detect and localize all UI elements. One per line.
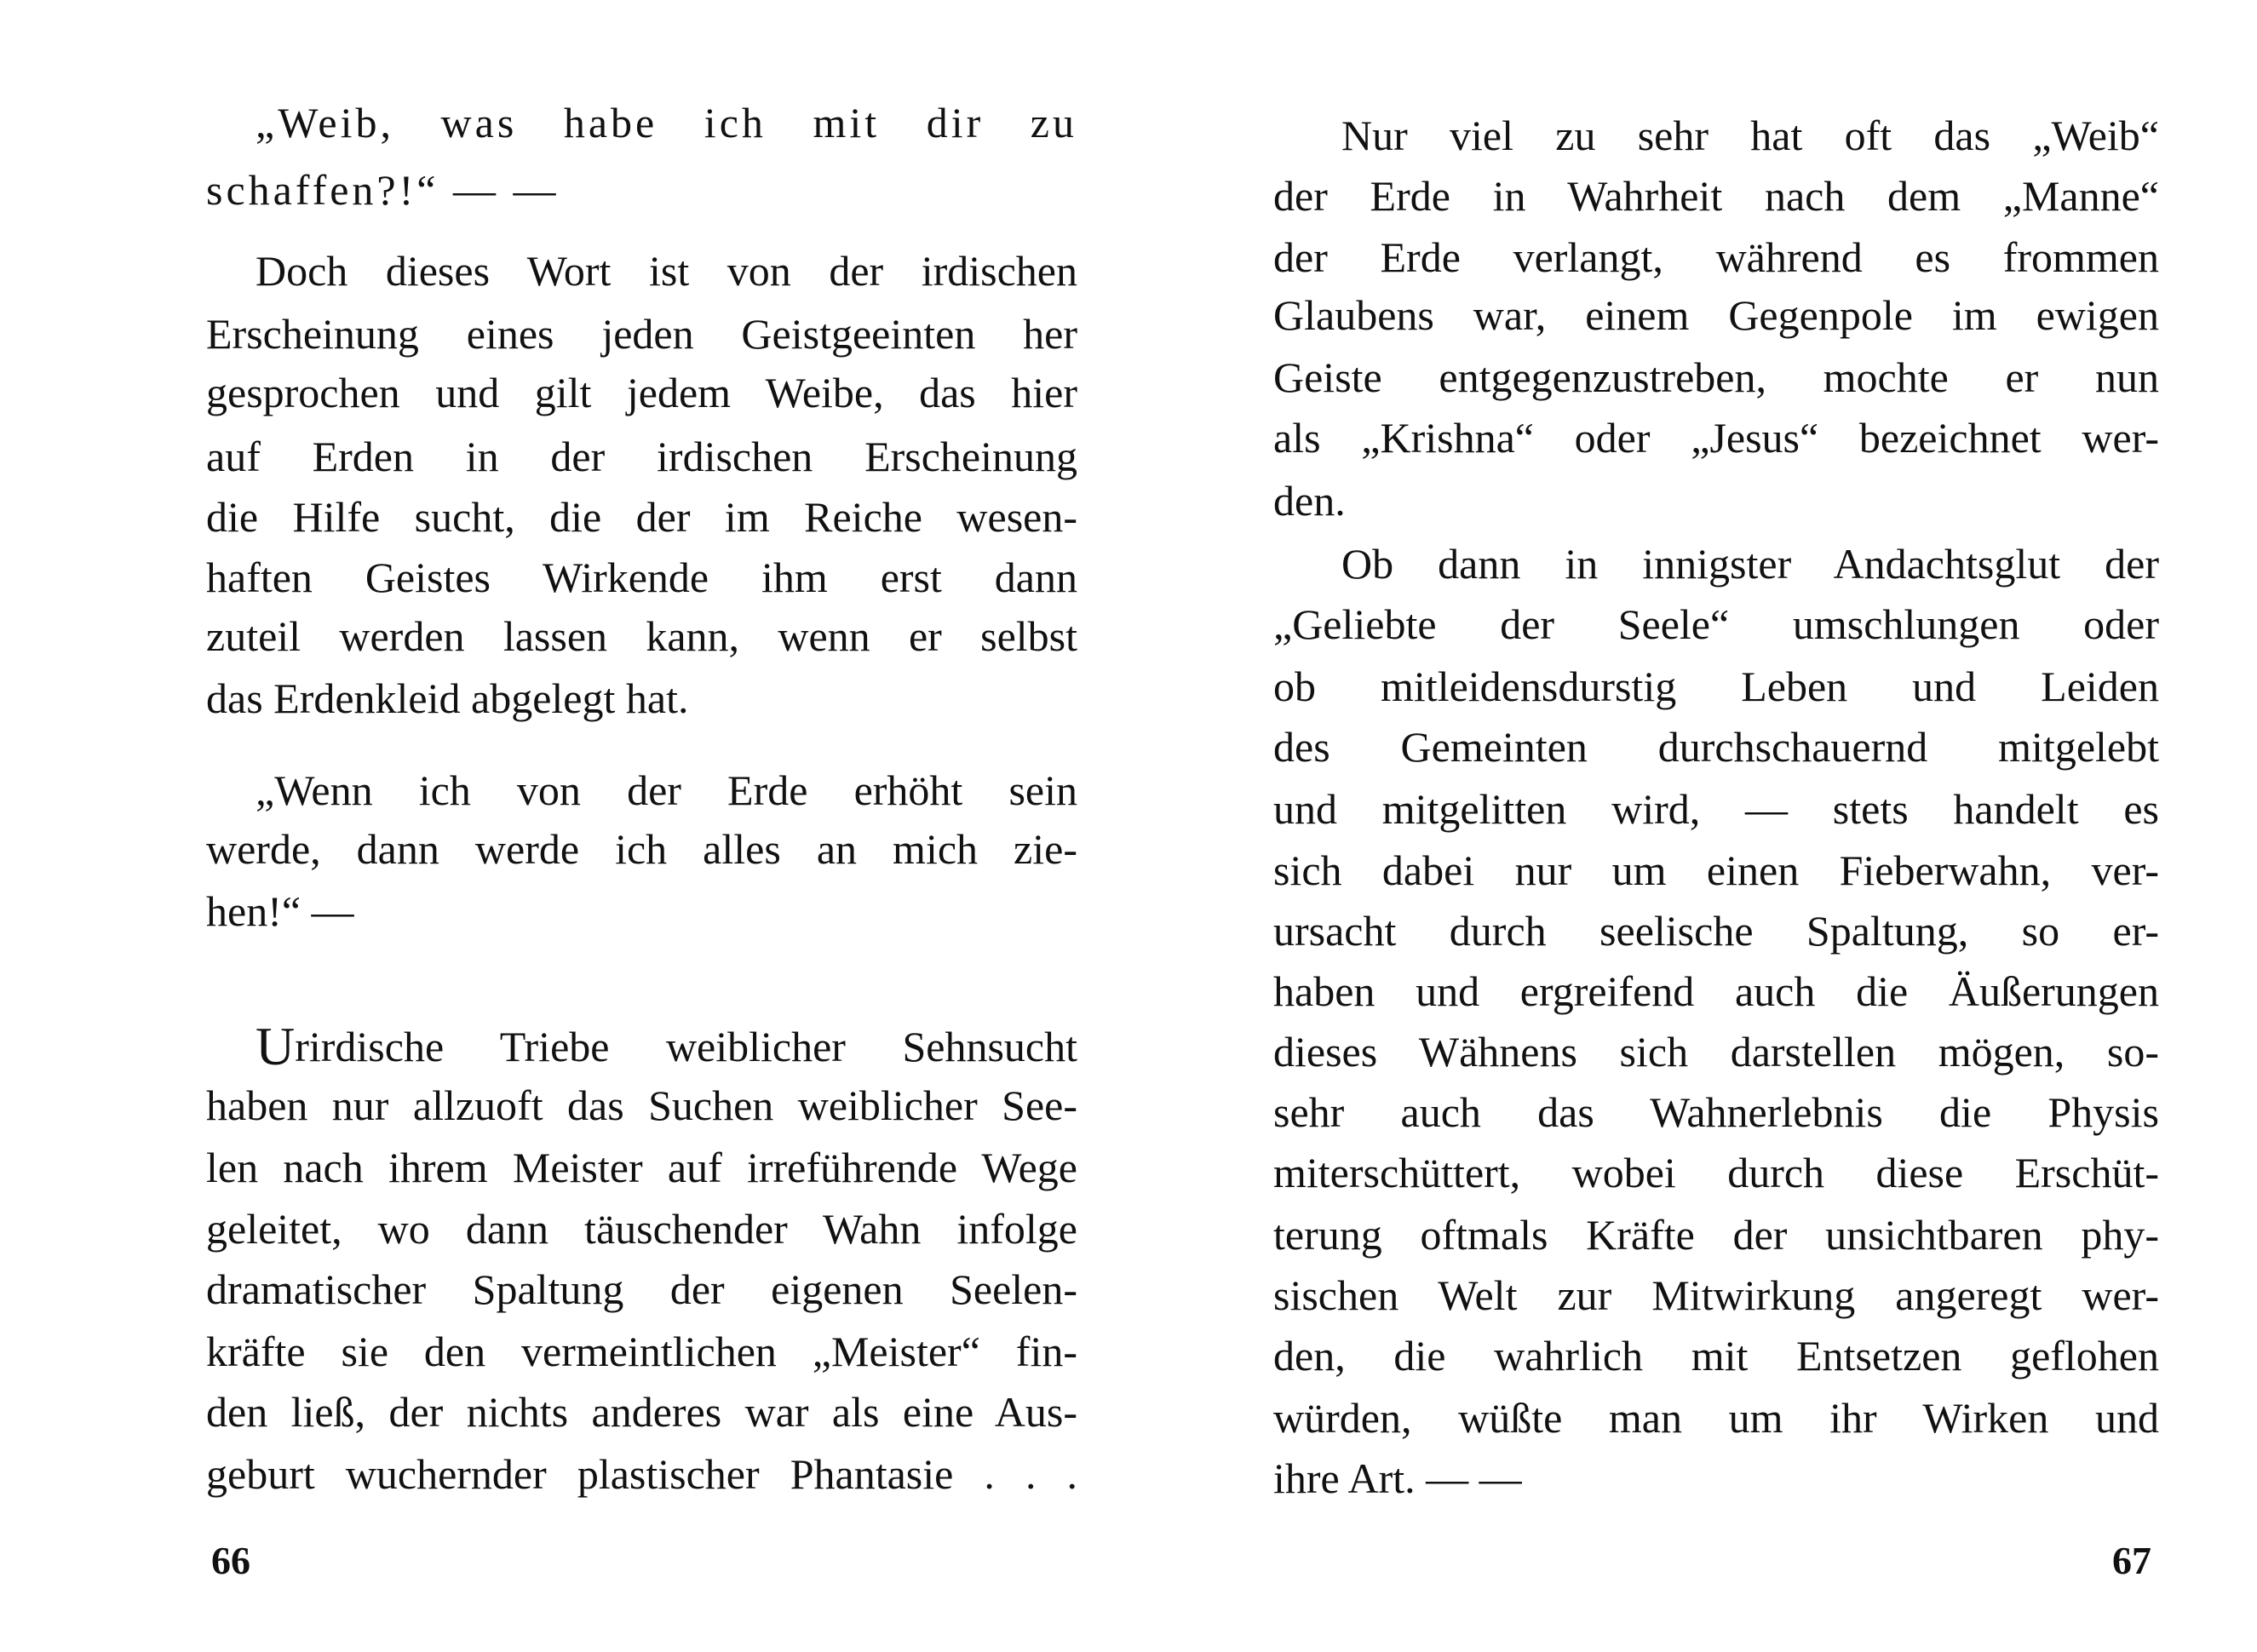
text-line: haben nur allzuoft das Suchen weiblicher See- [206, 1081, 1077, 1129]
text-line: geleitet, wo dann täuschender Wahn infolge [206, 1205, 1077, 1253]
section-first-line [256, 1016, 1077, 1077]
text-line: als „Krishna“ oder „Jesus“ bezeichnet wer- [1273, 414, 2159, 462]
text-line: haften Geistes Wirkende ihm erst dann [206, 554, 1077, 601]
text-line: der Erde in Wahrheit nach dem „Manne“ [1273, 172, 2159, 220]
text-line: Glaubens war, einem Gegenpole im ewigen [1273, 291, 2159, 339]
text-line: miterschüttert, wobei durch diese Erschüt- [1273, 1149, 2159, 1196]
text-line: haben und ergreifend auch die Äußerungen [1273, 967, 2159, 1015]
text-line: auf Erden in der irdischen Erscheinung [206, 433, 1077, 480]
text-line: dieses Wähnens sich darstellen mögen, so- [1273, 1028, 2159, 1076]
left-page [0, 0, 1128, 1652]
page-number: 66 [211, 1539, 250, 1582]
text-line: ob mitleidensdurstig Leben und Leiden [1273, 663, 2159, 710]
text-line: „Weib, was habe ich mit dir zu [256, 99, 1077, 146]
text-line: ihre Art. — — [1273, 1454, 1522, 1502]
text-line: hen!“ — [206, 887, 354, 935]
text-line: der Erde verlangt, während es frommen [1273, 233, 2159, 281]
text-line: des Gemeinten durchschauernd mitgelebt [1273, 723, 2159, 771]
text-line: Erscheinung eines jeden Geistgeeinten her [206, 310, 1077, 358]
text-line: den ließ, der nichts anderes war als eine Aus- [206, 1388, 1077, 1436]
text-line: zuteil werden lassen kann, wenn er selbst [206, 612, 1077, 660]
text-line: Nur viel zu sehr hat oft das „Weib“ [1341, 112, 2159, 159]
initial-letter: U [256, 1016, 296, 1076]
text-line: Geiste entgegenzustreben, mochte er nun [1273, 353, 2159, 401]
right-page [1128, 0, 2257, 1652]
text-line: „Geliebte der Seele“ umschlungen oder [1273, 600, 2159, 648]
text-line: gesprochen und gilt jedem Weibe, das hier [206, 369, 1077, 416]
text-line: Doch dieses Wort ist von der irdischen [256, 247, 1077, 295]
text-line: und mitgelitten wird, — stets handelt es [1273, 785, 2159, 833]
text-line: sehr auch das Wahnerlebnis die Physis [1273, 1088, 2159, 1136]
text-line: len nach ihrem Meister auf irreführende Wege [206, 1144, 1077, 1191]
text-line: das Erdenkleid abgelegt hat. [206, 674, 689, 722]
text-line: sich dabei nur um einen Fieberwahn, ver- [1273, 846, 2159, 894]
page-number: 67 [2112, 1539, 2151, 1582]
text-line: sischen Welt zur Mitwirkung angeregt wer- [1273, 1271, 2159, 1319]
text-line: würden, wüßte man um ihr Wirken und [1273, 1394, 2159, 1442]
text-line: schaffen?!“ — — [206, 166, 560, 214]
text-line: Ob dann in innigster Andachtsglut der [1341, 540, 2159, 588]
text-line: werde, dann werde ich alles an mich zie- [206, 825, 1077, 873]
text-line: geburt wuchernder plastischer Phantasie . . . [206, 1450, 1077, 1498]
text-line: den, die wahrlich mit Entsetzen geflohen [1273, 1332, 2159, 1380]
text-line: terung oftmals Kräfte der unsichtbaren phy- [1273, 1211, 2159, 1259]
text-line: den. [1273, 477, 1346, 525]
text-line: ursacht durch seelische Spaltung, so er- [1273, 907, 2159, 955]
text-line: „Wenn ich von der Erde erhöht sein [256, 766, 1077, 814]
text-line: dramatischer Spaltung der eigenen Seelen- [206, 1265, 1077, 1313]
text-line: rirdische Triebe weiblicher Sehnsucht [295, 1023, 1077, 1070]
text-line: die Hilfe sucht, die der im Reiche wesen- [206, 493, 1077, 541]
text-line: kräfte sie den vermeintlichen „Meister“ fin- [206, 1328, 1077, 1375]
